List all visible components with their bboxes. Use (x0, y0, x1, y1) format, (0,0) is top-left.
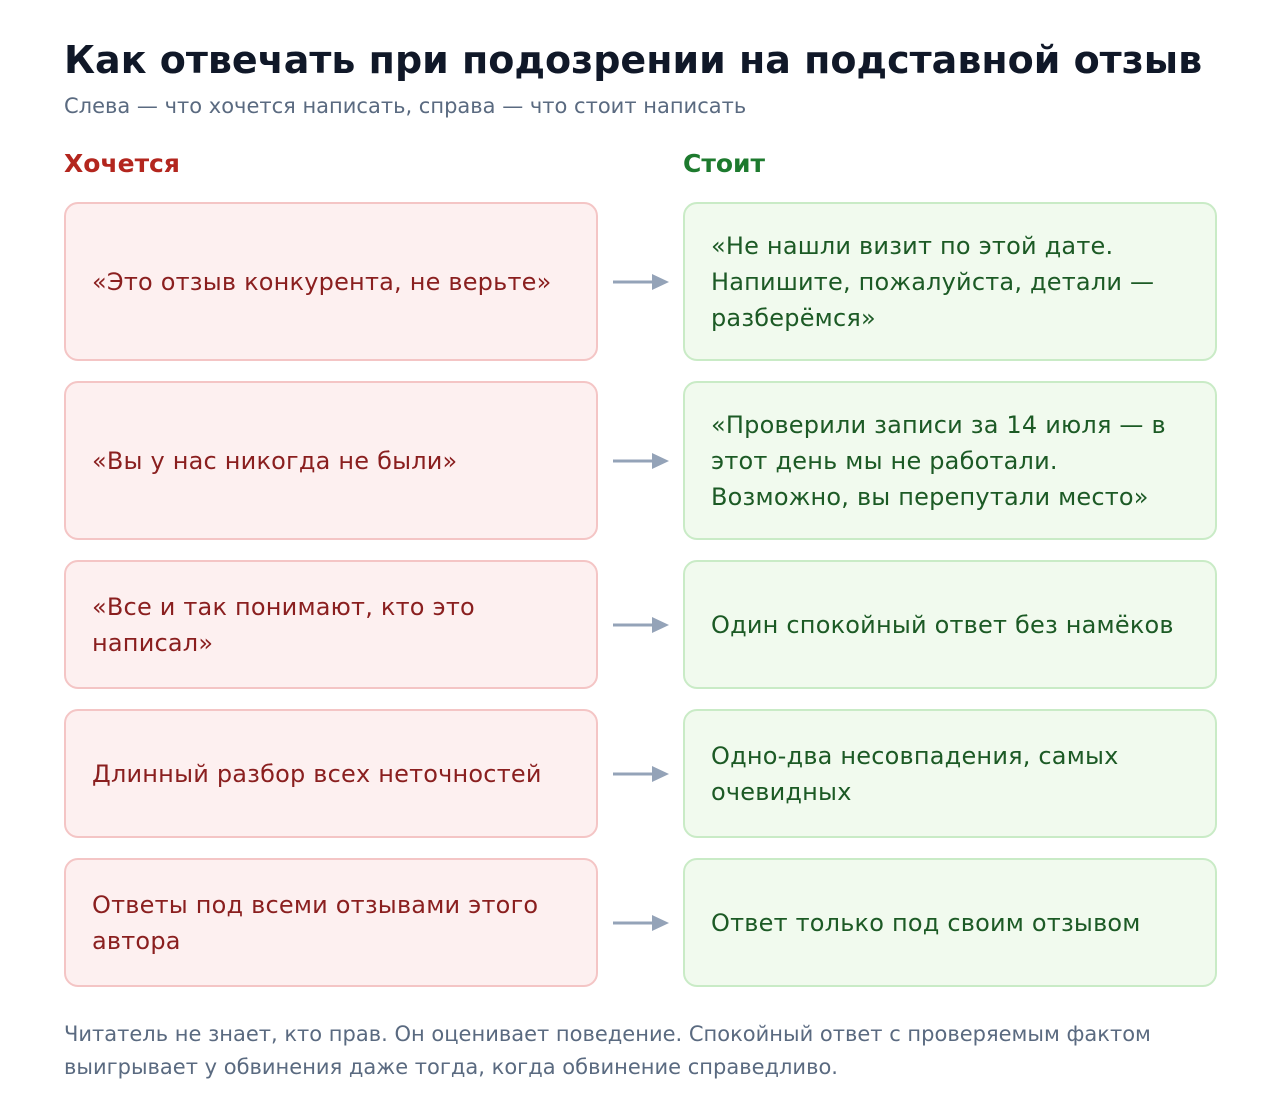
arrow-right-icon (598, 709, 683, 838)
should-text: Один спокойный ответ без намёков (711, 610, 1174, 639)
should-card (683, 709, 1217, 838)
comparison-rows (64, 202, 1217, 1007)
want-card (64, 858, 598, 987)
want-text: Длинный разбор всех неточностей (92, 759, 542, 788)
should-card (683, 560, 1217, 689)
page-title: Как отвечать при подозрении на подставной отзыв (64, 38, 1203, 82)
should-text: Одно-два несовпадения, самых очевидных (711, 741, 1119, 806)
should-text: Ответ только под своим отзывом (711, 908, 1141, 937)
arrow-right-icon (598, 381, 683, 540)
want-card (64, 202, 598, 361)
should-card (683, 858, 1217, 987)
comparison-row (64, 381, 1217, 540)
arrow-right-icon (598, 202, 683, 361)
should-card (683, 381, 1217, 540)
should-text: «Проверили записи за 14 июля — в этот день мы не работали. Возможно, вы перепутали место» (711, 410, 1166, 511)
should-text: «Не нашли визит по этой дате. Напишите, пожалуйста, детали — разберёмся» (711, 231, 1155, 332)
footnote: Читатель не знает, кто прав. Он оценивает поведение. Спокойный ответ с проверяемым фактом выигрывает у обвинения даже тогда, когда обвинение справедливо. (64, 1022, 1151, 1079)
column-heading-want: Хочется (64, 149, 180, 178)
want-card (64, 381, 598, 540)
arrow-right-icon (598, 560, 683, 689)
want-card (64, 709, 598, 838)
column-heading-should: Стоит (683, 149, 766, 178)
comparison-row (64, 858, 1217, 987)
want-text: Ответы под всеми отзывами этого автора (92, 890, 539, 955)
want-text: «Все и так понимают, кто это написал» (92, 592, 475, 657)
comparison-row (64, 709, 1217, 838)
want-card (64, 560, 598, 689)
want-text: «Это отзыв конкурента, не верьте» (92, 267, 552, 296)
comparison-row (64, 202, 1217, 361)
want-text: «Вы у нас никогда не были» (92, 446, 458, 475)
page-subtitle: Слева — что хочется написать, справа — что стоит написать (64, 94, 747, 118)
comparison-row (64, 560, 1217, 689)
arrow-right-icon (598, 858, 683, 987)
should-card (683, 202, 1217, 361)
page (64, 0, 1216, 1106)
